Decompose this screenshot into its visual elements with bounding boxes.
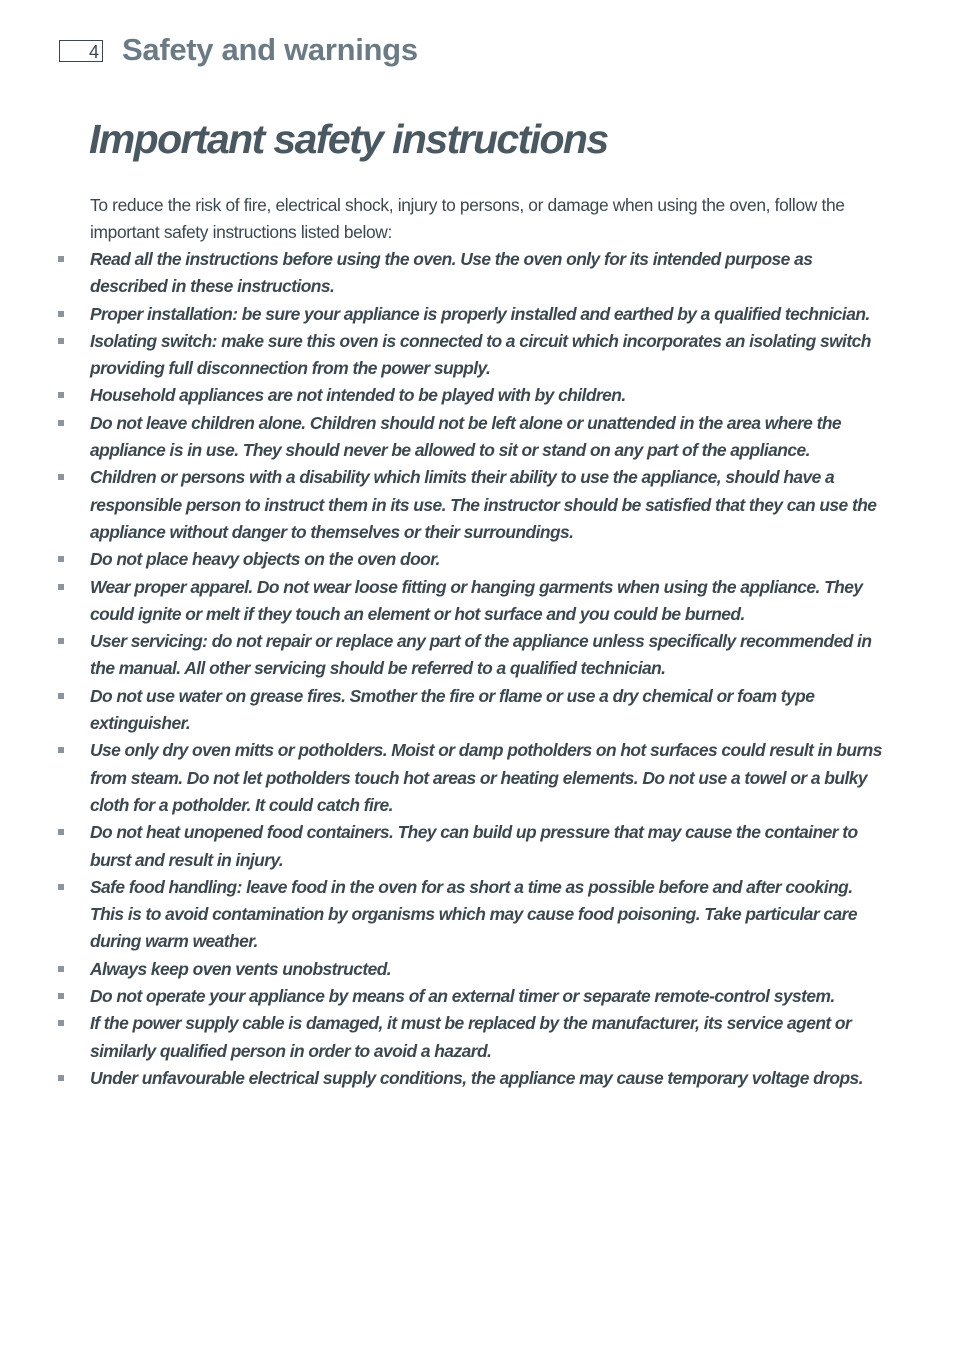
list-item <box>0 546 890 573</box>
list-item <box>0 382 890 409</box>
bullet-icon <box>58 556 64 562</box>
list-item <box>0 1010 890 1065</box>
list-item <box>0 464 890 546</box>
instruction-text: Under unfavourable electrical supply conditions, the appliance may cause temporary voltage drops. <box>90 1067 863 1088</box>
bullet-icon <box>58 256 64 262</box>
list-item <box>0 683 890 738</box>
instruction-text: Household appliances are not intended to be played with by children. <box>90 385 626 406</box>
instruction-text: Safe food handling: leave food in the oven for as short a time as possible before and after cooking. This is to avoid contamination by organisms which may cause food poisoning. Take particular care during warm weather. <box>90 876 857 952</box>
page-number-box <box>59 40 103 62</box>
list-item <box>0 1065 890 1092</box>
list-item <box>0 301 890 328</box>
bullet-icon <box>58 392 64 398</box>
bullet-icon <box>58 993 64 999</box>
list-item <box>0 983 890 1010</box>
bullet-icon <box>58 966 64 972</box>
instruction-text: Do not heat unopened food containers. They can build up pressure that may cause the container to burst and result in injury. <box>90 822 858 870</box>
bullet-icon <box>58 311 64 317</box>
instruction-text: Use only dry oven mitts or potholders. Moist or damp potholders on hot surfaces could result in burns from steam. Do not let potholders touch hot areas or heating elements. Do not use a towel or a bulky cloth for a potholder. It could catch fire. <box>90 740 882 815</box>
safety-instructions-list <box>0 246 954 1092</box>
instruction-text: If the power supply cable is damaged, it must be replaced by the manufacturer, its service agent or similarly qualified person in order to avoid a hazard. <box>90 1013 852 1061</box>
bullet-icon <box>58 693 64 699</box>
list-item <box>0 819 890 874</box>
list-item <box>0 410 890 465</box>
bullet-icon <box>58 338 64 344</box>
page-number: 4 <box>88 42 99 62</box>
instruction-text: Wear proper apparel. Do not wear loose fitting or hanging garments when using the appliance. They could ignite or melt if they touch an element or hot surface and you could be burned. <box>90 576 863 624</box>
list-item <box>0 246 890 301</box>
bullet-icon <box>58 747 64 753</box>
instruction-text: Do not use water on grease fires. Smother the fire or flame or use a dry chemical or foam type extinguisher. <box>90 685 815 734</box>
bullet-icon <box>58 420 64 426</box>
instruction-text: User servicing: do not repair or replace any part of the appliance unless specifically recommended in the manual. All other servicing should be referred to a qualified technician. <box>90 631 872 679</box>
instruction-text: Children or persons with a disability which limits their ability to use the appliance, should have a responsible person to instruct them in its use. The instructor should be satisfied that they can use the appliance without danger to themselves or their surroundings. <box>90 467 877 542</box>
section-title: Safety and warnings <box>122 32 418 67</box>
bullet-icon <box>58 829 64 835</box>
bullet-icon <box>58 474 64 480</box>
list-item <box>0 874 890 956</box>
list-item <box>0 628 890 683</box>
instruction-text: Always keep oven vents unobstructed. <box>90 958 392 979</box>
intro-paragraph: To reduce the risk of fire, electrical shock, injury to persons, or damage when using the oven, follow the important safety instructions listed below: <box>90 195 845 243</box>
list-item <box>0 328 890 383</box>
instruction-text: Do not leave children alone. Children should not be left alone or unattended in the area where the appliance is in use. They should never be allowed to sit or stand on any part of the appliance. <box>90 412 842 461</box>
instruction-text: Isolating switch: make sure this oven is connected to a circuit which incorporates an isolating switch providing full disconnection from the power supply. <box>90 330 871 379</box>
list-item <box>0 574 890 629</box>
instruction-text: Read all the instructions before using the oven. Use the oven only for its intended purpose as described in these instructions. <box>90 249 813 297</box>
instruction-text: Do not place heavy objects on the oven door. <box>90 549 440 570</box>
list-item <box>0 956 890 983</box>
page-title: Important safety instructions <box>89 116 608 162</box>
list-item <box>0 737 890 819</box>
bullet-icon <box>58 1075 64 1081</box>
bullet-icon <box>58 1020 64 1026</box>
instruction-text: Proper installation: be sure your appliance is properly installed and earthed by a qualified technician. <box>90 303 870 324</box>
bullet-icon <box>58 638 64 644</box>
bullet-icon <box>58 584 64 590</box>
bullet-icon <box>58 884 64 890</box>
instruction-text: Do not operate your appliance by means of an external timer or separate remote-control system. <box>90 986 835 1007</box>
